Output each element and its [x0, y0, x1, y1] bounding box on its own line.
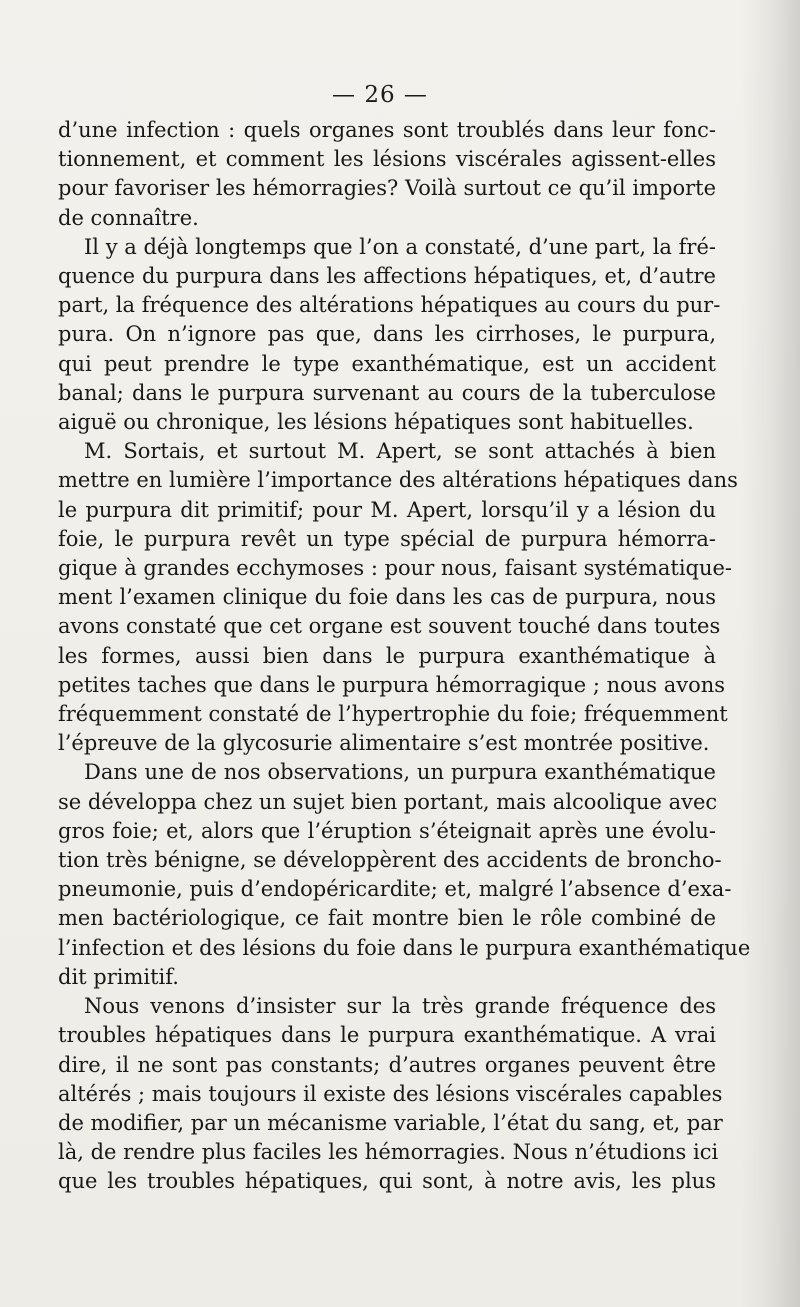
- text-line: Il y a déjà longtemps que l’on a constaté, d’une part, la fré-: [84, 234, 716, 259]
- text-line: men bactériologique, ce fait montre bien le rôle combiné de: [58, 906, 716, 931]
- text-line: pneumonie, puis d’endopéricardite; et, malgré l’absence d’exa-: [58, 877, 732, 902]
- page-number: — 26 —: [332, 82, 428, 108]
- text-line: de connaître.: [58, 205, 199, 230]
- text-line: que les troubles hépatiques, qui sont, à notre avis, les plus: [58, 1169, 716, 1194]
- paragraph-3: [58, 437, 738, 758]
- text-line: se développa chez un sujet bien portant, mais alcoolique avec: [58, 789, 718, 814]
- text-line: foie, le purpura revêt un type spécial de purpura hémorra-: [58, 526, 716, 551]
- text-line: avons constaté que cet organe est souvent touché dans toutes: [58, 614, 721, 639]
- text-line: gros foie; et, alors que l’éruption s’éteignait après une évolu-: [58, 818, 716, 843]
- text-line: troubles hépatiques dans le purpura exanthématique. A vrai: [58, 1023, 716, 1048]
- paragraph-2: [58, 233, 721, 437]
- text-line: Dans une de nos observations, un purpura exanthématique: [84, 760, 716, 785]
- text-line: quence du purpura dans les affections hépatiques, et, d’autre: [58, 264, 716, 289]
- text-line: pour favoriser les hémorragies? Voilà surtout ce qu’il importe: [58, 176, 716, 201]
- paragraph-4: [58, 758, 751, 992]
- text-line: dit primitif.: [58, 964, 179, 989]
- text-line: mettre en lumière l’importance des altérations hépatiques dans: [58, 468, 738, 493]
- text-line: part, la fréquence des altérations hépatiques au cours du pur-: [58, 293, 721, 318]
- body-text: [58, 116, 751, 1197]
- paragraph-1: [58, 116, 716, 233]
- text-line: tion très bénigne, se développèrent des accidents de broncho-: [58, 848, 722, 873]
- text-line: tionnement, et comment les lésions viscérales agissent-elles: [58, 147, 716, 172]
- text-line: les formes, aussi bien dans le purpura exanthématique à: [58, 643, 716, 668]
- text-line: petites taches que dans le purpura hémorragique ; nous avons: [58, 672, 726, 697]
- text-line: l’épreuve de la glycosurie alimentaire s’est montrée positive.: [58, 731, 710, 756]
- text-line: banal; dans le purpura survenant au cours de la tuberculose: [58, 380, 716, 405]
- paragraph-5: [58, 992, 723, 1196]
- text-line: aiguë ou chronique, les lésions hépatiques sont habituelles.: [58, 410, 694, 435]
- text-line: le purpura dit primitif; pour M. Apert, lorsqu’il y a lésion du: [58, 497, 716, 522]
- text-line: ment l’examen clinique du foie dans les cas de purpura, nous: [58, 585, 716, 610]
- text-line: là, de rendre plus faciles les hémorragies. Nous n’étudions ici: [58, 1140, 719, 1165]
- text-line: gique à grandes ecchymoses : pour nous, faisant systématique-: [58, 556, 733, 581]
- text-line: l’infection et des lésions du foie dans le purpura exanthématique: [58, 935, 751, 960]
- text-line: dire, il ne sont pas constants; d’autres organes peuvent être: [58, 1052, 716, 1077]
- text-line: qui peut prendre le type exanthématique, est un accident: [58, 351, 716, 376]
- text-line: fréquemment constaté de l’hypertrophie du foie; fréquemment: [58, 702, 728, 727]
- text-line: de modifier, par un mécanisme variable, l’état du sang, et, par: [58, 1110, 723, 1135]
- text-line: altérés ; mais toujours il existe des lésions viscérales capables: [58, 1081, 723, 1106]
- text-line: pura. On n’ignore pas que, dans les cirrhoses, le purpura,: [58, 322, 716, 347]
- text-line: Nous venons d’insister sur la très grande fréquence des: [84, 994, 716, 1019]
- text-line: M. Sortais, et surtout M. Apert, se sont attachés à bien: [84, 439, 716, 464]
- text-line: d’une infection : quels organes sont troublés dans leur fonc-: [58, 118, 716, 142]
